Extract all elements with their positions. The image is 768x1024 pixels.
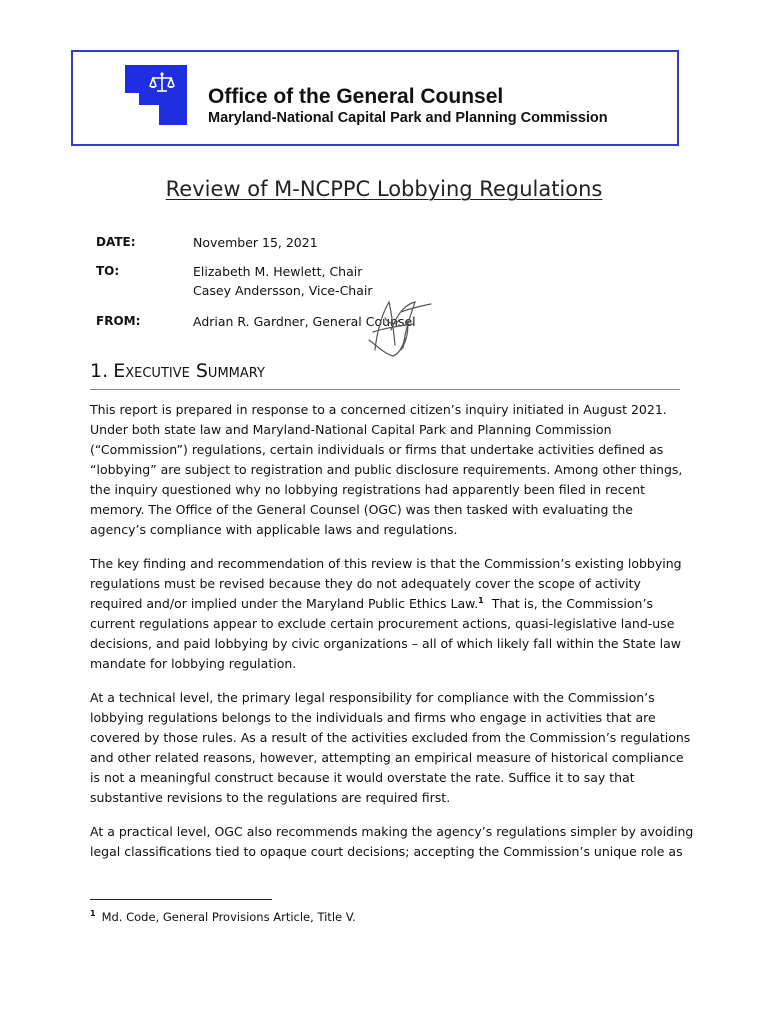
paragraph-4 — [90, 822, 694, 862]
from-value: Adrian R. Gardner, General Counsel — [193, 314, 416, 329]
paragraph-line: (“Commission”) regulations, certain individuals or firms that undertake activities defined as — [90, 442, 664, 457]
section-title: Executive Summary — [113, 360, 265, 382]
from-label: FROM: — [96, 314, 141, 328]
date-label: DATE: — [96, 235, 136, 249]
paragraph-line: current regulations appear to exclude certain procurement actions, quasi-legislative land-use — [90, 616, 675, 631]
paragraph-line: substantive revisions to the regulations are required first. — [90, 790, 451, 805]
paragraph-line-with-footnote — [90, 594, 690, 614]
to-recipient-vice-chair: Casey Andersson, Vice-Chair — [193, 283, 373, 298]
paragraph-2 — [90, 554, 690, 674]
paragraph-line: At a technical level, the primary legal responsibility for compliance with the Commission’s — [90, 690, 655, 705]
footnote-1 — [90, 910, 356, 924]
paragraph-line: memory. The Office of the General Counsel (OGC) was then tasked with evaluating the — [90, 502, 633, 517]
document-title-text: Review of M-NCPPC Lobbying Regulations — [165, 177, 603, 201]
paragraph-3 — [90, 688, 690, 808]
paragraph-line: and other related reasons, however, attempting an empirical measure of historical compliance — [90, 750, 684, 765]
paragraph-line: is not a meaningful construct because it would overstate the rate. Suffice it to say that — [90, 770, 635, 785]
footnote-separator — [90, 899, 272, 900]
letterhead-box — [71, 50, 679, 146]
scales-of-justice-logo — [125, 65, 187, 125]
paragraph-line: Under both state law and Maryland-National Capital Park and Planning Commission — [90, 422, 612, 437]
paragraph-line: This report is prepared in response to a concerned citizen’s inquiry initiated in August 2021. — [90, 402, 667, 417]
paragraph-line: agency’s compliance with applicable laws and regulations. — [90, 522, 458, 537]
date-value: November 15, 2021 — [193, 235, 318, 250]
paragraph-line: The key finding and recommendation of this review is that the Commission’s existing lobbying — [90, 556, 682, 571]
footnote-text: Md. Code, General Provisions Article, Title V. — [101, 910, 356, 924]
footnote-reference[interactable]: 1 — [478, 595, 484, 605]
paragraph-line: covered by those rules. As a result of the activities excluded from the Commission’s regulations — [90, 730, 691, 745]
to-recipient-chair: Elizabeth M. Hewlett, Chair — [193, 264, 363, 279]
office-title: Office of the General Counsel — [208, 85, 504, 108]
signature-initials — [355, 290, 440, 365]
commission-name: Maryland-National Capital Park and Planning Commission — [208, 110, 608, 126]
paragraph-line: legal classifications tied to opaque court decisions; accepting the Commission’s unique role as — [90, 844, 683, 859]
paragraph-line: the inquiry questioned why no lobbying registrations had apparently been filed in recent — [90, 482, 646, 497]
footnote-mark: 1 — [90, 909, 96, 919]
to-label: TO: — [96, 264, 120, 278]
paragraph-line: mandate for lobbying regulation. — [90, 656, 297, 671]
paragraph-line: lobbying regulations belongs to the individuals and firms who engage in activities that are — [90, 710, 656, 725]
section-heading-executive-summary — [90, 360, 680, 390]
paragraph-line-continuation: That is, the Commission’s — [483, 596, 653, 611]
paragraph-line: At a practical level, OGC also recommends making the agency’s regulations simpler by avoiding — [90, 824, 694, 839]
paragraph-1 — [90, 400, 690, 540]
section-number: 1. — [90, 360, 109, 382]
paragraph-line: decisions, and paid lobbying by civic organizations – all of which likely fall within the State law — [90, 636, 681, 651]
paragraph-line-text: required and/or implied under the Maryland Public Ethics Law. — [90, 596, 479, 611]
paragraph-line: regulations must be revised because they do not adequately cover the scope of activity — [90, 576, 641, 591]
document-title — [0, 177, 768, 201]
paragraph-line: “lobbying” are subject to registration and public disclosure requirements. Among other things, — [90, 462, 683, 477]
